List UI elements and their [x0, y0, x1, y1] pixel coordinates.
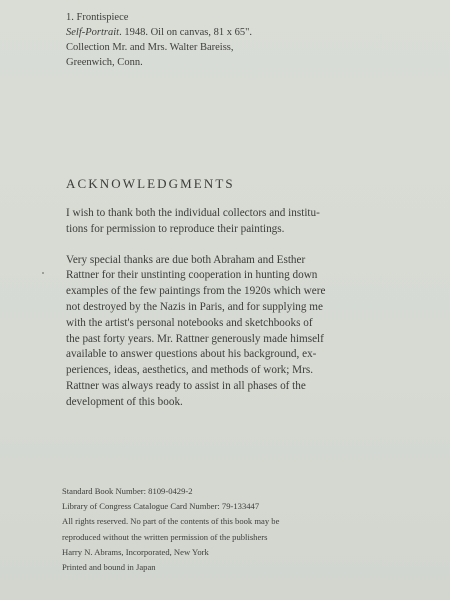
loc-card-number: Library of Congress Catalogue Card Number: 79-133447	[62, 501, 260, 512]
artwork-title: Self-Portrait	[66, 27, 120, 38]
book-number: Standard Book Number: 8109-0429-2	[62, 486, 193, 496]
colophon	[62, 484, 362, 575]
frontispiece-collection: Collection Mr. and Mrs. Walter Bareiss,	[66, 42, 234, 53]
acknowledgments-body	[66, 206, 328, 411]
text-line: I wish to thank both the individual collectors and institu-	[66, 207, 320, 219]
text-line: the past forty years. Mr. Rattner generously made himself	[66, 332, 324, 345]
text-line: periences, ideas, aesthetics, and methods of work; Mrs.	[66, 364, 313, 377]
publisher: Harry N. Abrams, Incorporated, New York	[62, 546, 209, 557]
frontispiece-caption	[66, 10, 366, 70]
paragraph-2	[66, 253, 328, 411]
text-line: available to answer questions about his background, ex-	[66, 348, 317, 361]
text-line: Rattner for their unstinting cooperation in hunting down	[66, 269, 318, 282]
acknowledgments-heading: ACKNOWLEDGMENTS	[66, 176, 235, 191]
paragraph-1	[66, 206, 328, 238]
artwork-details: . 1948. Oil on canvas, 81 x 65".	[119, 27, 252, 38]
frontispiece-title-line	[66, 25, 366, 40]
page-speck	[42, 272, 44, 274]
text-line: tions for permission to reproduce their paintings.	[66, 222, 285, 235]
frontispiece-location: Greenwich, Conn.	[66, 57, 143, 68]
text-line: not destroyed by the Nazis in Paris, and for supplying me	[66, 300, 323, 313]
rights-notice: All rights reserved. No part of the contents of this book may be	[62, 516, 280, 527]
text-line: Very special thanks are due both Abraham and Esther	[66, 253, 306, 266]
text-line: with the artist's personal notebooks and sketchbooks of	[66, 316, 313, 329]
text-line: Rattner was always ready to assist in all phases of the	[66, 379, 306, 392]
rights-notice-continued: reproduced without the written permission of the publishers	[62, 531, 268, 542]
text-line: development of this book.	[66, 395, 183, 408]
text-line: examples of the few paintings from the 1920s which were	[66, 285, 326, 298]
frontispiece-label: 1. Frontispiece	[66, 12, 129, 23]
printing-note: Printed and bound in Japan	[62, 562, 156, 573]
